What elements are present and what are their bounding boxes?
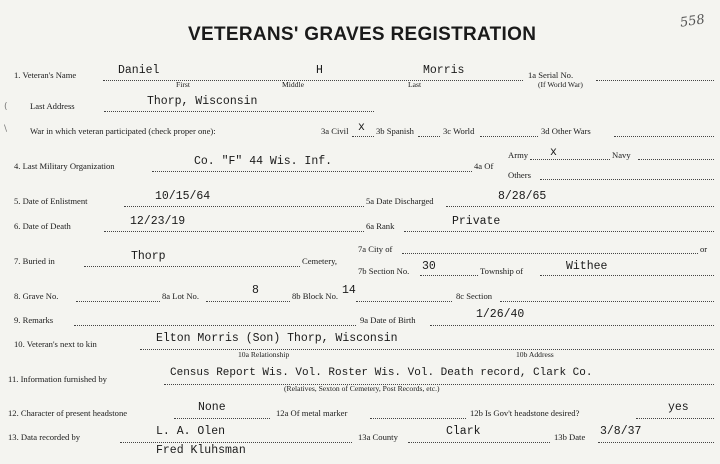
army-line <box>530 159 610 160</box>
township-value: Withee <box>566 260 608 273</box>
world-line <box>480 136 538 137</box>
death-line <box>104 231 364 232</box>
discharged-value: 8/28/65 <box>498 190 547 203</box>
veteran-name-label: 1. Veteran's Name <box>14 70 77 80</box>
military-org-label: 4. Last Military Organization <box>14 161 115 171</box>
middle-name-value: H <box>316 64 323 77</box>
recorded-line <box>120 442 352 443</box>
govt-headstone-label: 12b Is Gov't headstone desired? <box>470 408 580 418</box>
world-label: 3c World <box>443 126 475 136</box>
serial-label: 1a Serial No. <box>528 70 574 80</box>
section7-line <box>420 275 478 276</box>
headstone-label: 12. Character of present headstone <box>8 408 128 418</box>
org-line <box>152 171 472 172</box>
metal-marker-label: 12a Of metal marker <box>276 408 348 418</box>
civil-check: x <box>358 121 365 134</box>
govt-headstone-value: yes <box>668 401 689 414</box>
death-label: 6. Date of Death <box>14 221 71 231</box>
or-label: or <box>700 244 708 254</box>
page-number: 558 <box>679 12 706 31</box>
other-wars-label: 3d Other Wars <box>541 126 591 136</box>
last-address-value: Thorp, Wisconsin <box>147 95 258 108</box>
county-label: 13a County <box>358 432 398 442</box>
address-sub: 10b Address <box>516 350 554 359</box>
section-label: 7b Section No. <box>358 266 410 276</box>
recorded-by-label: 13. Data recorded by <box>8 432 81 442</box>
others-label: Others <box>508 170 531 180</box>
address-line <box>104 111 374 112</box>
recorded-by-value: L. A. Olen <box>156 425 226 438</box>
info-furnished-value: Census Report Wis. Vol. Roster Wis. Vol. Death record, Clark Co. <box>170 367 593 379</box>
next-of-kin-label: 10. Veteran's next to kin <box>14 339 97 349</box>
margin-mark: ( <box>4 102 8 112</box>
block-line <box>356 301 452 302</box>
last-sub: Last <box>408 80 422 89</box>
other-line <box>614 136 714 137</box>
margin-mark: \ <box>4 124 8 134</box>
serial-line <box>596 80 714 81</box>
birth-line <box>430 325 714 326</box>
record-date-value: 3/8/37 <box>600 425 642 438</box>
discharged-label: 5a Date Discharged <box>366 196 434 206</box>
rank-label: 6a Rank <box>366 221 395 231</box>
info-furnished-label: 11. Information furnished by <box>8 374 107 384</box>
form-title: VETERANS' GRAVES REGISTRATION <box>188 24 537 45</box>
first-name-value: Daniel <box>118 64 160 77</box>
enlist-line <box>124 206 364 207</box>
cemetery-label: Cemetery, <box>302 256 337 266</box>
township-label: Township of <box>480 266 524 276</box>
navy-line <box>638 159 714 160</box>
birth-label: 9a Date of Birth <box>360 315 416 325</box>
city-line <box>402 253 698 254</box>
war-label: War in which veteran participated (check proper one): <box>30 126 216 136</box>
buried-label: 7. Buried in <box>14 256 55 266</box>
date-line <box>598 442 714 443</box>
record-date-label: 13b Date <box>554 432 586 442</box>
civil-label: 3a Civil <box>321 126 349 136</box>
lot-value: 8 <box>252 284 259 297</box>
recorded-by-value-2: Fred Kluhsman <box>156 444 246 457</box>
military-org-value: Co. "F" 44 Wis. Inf. <box>194 155 333 168</box>
block-label: 8b Block No. <box>292 291 339 301</box>
kin-line <box>140 349 714 350</box>
navy-label: Navy <box>612 150 631 160</box>
discharge-line <box>446 206 714 207</box>
section8-label: 8c Section <box>456 291 493 301</box>
name-line <box>103 80 523 81</box>
section-value: 30 <box>422 260 436 273</box>
buried-value: Thorp <box>131 250 166 263</box>
middle-sub: Middle <box>282 80 304 89</box>
metal-line <box>370 418 466 419</box>
county-value: Clark <box>446 425 481 438</box>
township-line <box>540 275 714 276</box>
next-of-kin-value: Elton Morris (Son) Thorp, Wisconsin <box>156 332 398 345</box>
lot-line <box>206 301 290 302</box>
section8-line <box>500 301 714 302</box>
first-sub: First <box>176 80 190 89</box>
last-address-label: Last Address <box>30 101 75 111</box>
buried-line <box>84 266 300 267</box>
grave-label: 8. Grave No. <box>14 291 59 301</box>
serial-sub: (If World War) <box>538 80 583 89</box>
civil-line <box>352 136 374 137</box>
remarks-line <box>74 325 356 326</box>
army-label: Army <box>508 150 529 160</box>
of-label: 4a Of <box>474 161 494 171</box>
county-line <box>408 442 550 443</box>
others-line <box>540 179 714 180</box>
info-sub: (Relatives, Sexton of Cemetery, Post Records, etc.) <box>284 384 440 393</box>
remarks-label: 9. Remarks <box>14 315 54 325</box>
headstone-line <box>174 418 270 419</box>
birth-value: 1/26/40 <box>476 308 525 321</box>
lot-label: 8a Lot No. <box>162 291 199 301</box>
spanish-line <box>418 136 440 137</box>
spanish-label: 3b Spanish <box>376 126 414 136</box>
enlistment-value: 10/15/64 <box>155 190 211 203</box>
headstone-value: None <box>198 401 226 414</box>
govt-line <box>636 418 714 419</box>
grave-line <box>76 301 160 302</box>
rank-line <box>404 231 714 232</box>
last-name-value: Morris <box>423 64 465 77</box>
rank-value: Private <box>452 215 501 228</box>
relationship-sub: 10a Relationship <box>238 350 290 359</box>
army-check: x <box>550 146 557 159</box>
city-label: 7a City of <box>358 244 393 254</box>
death-value: 12/23/19 <box>130 215 186 228</box>
block-value: 14 <box>342 284 356 297</box>
enlistment-label: 5. Date of Enlistment <box>14 196 88 206</box>
